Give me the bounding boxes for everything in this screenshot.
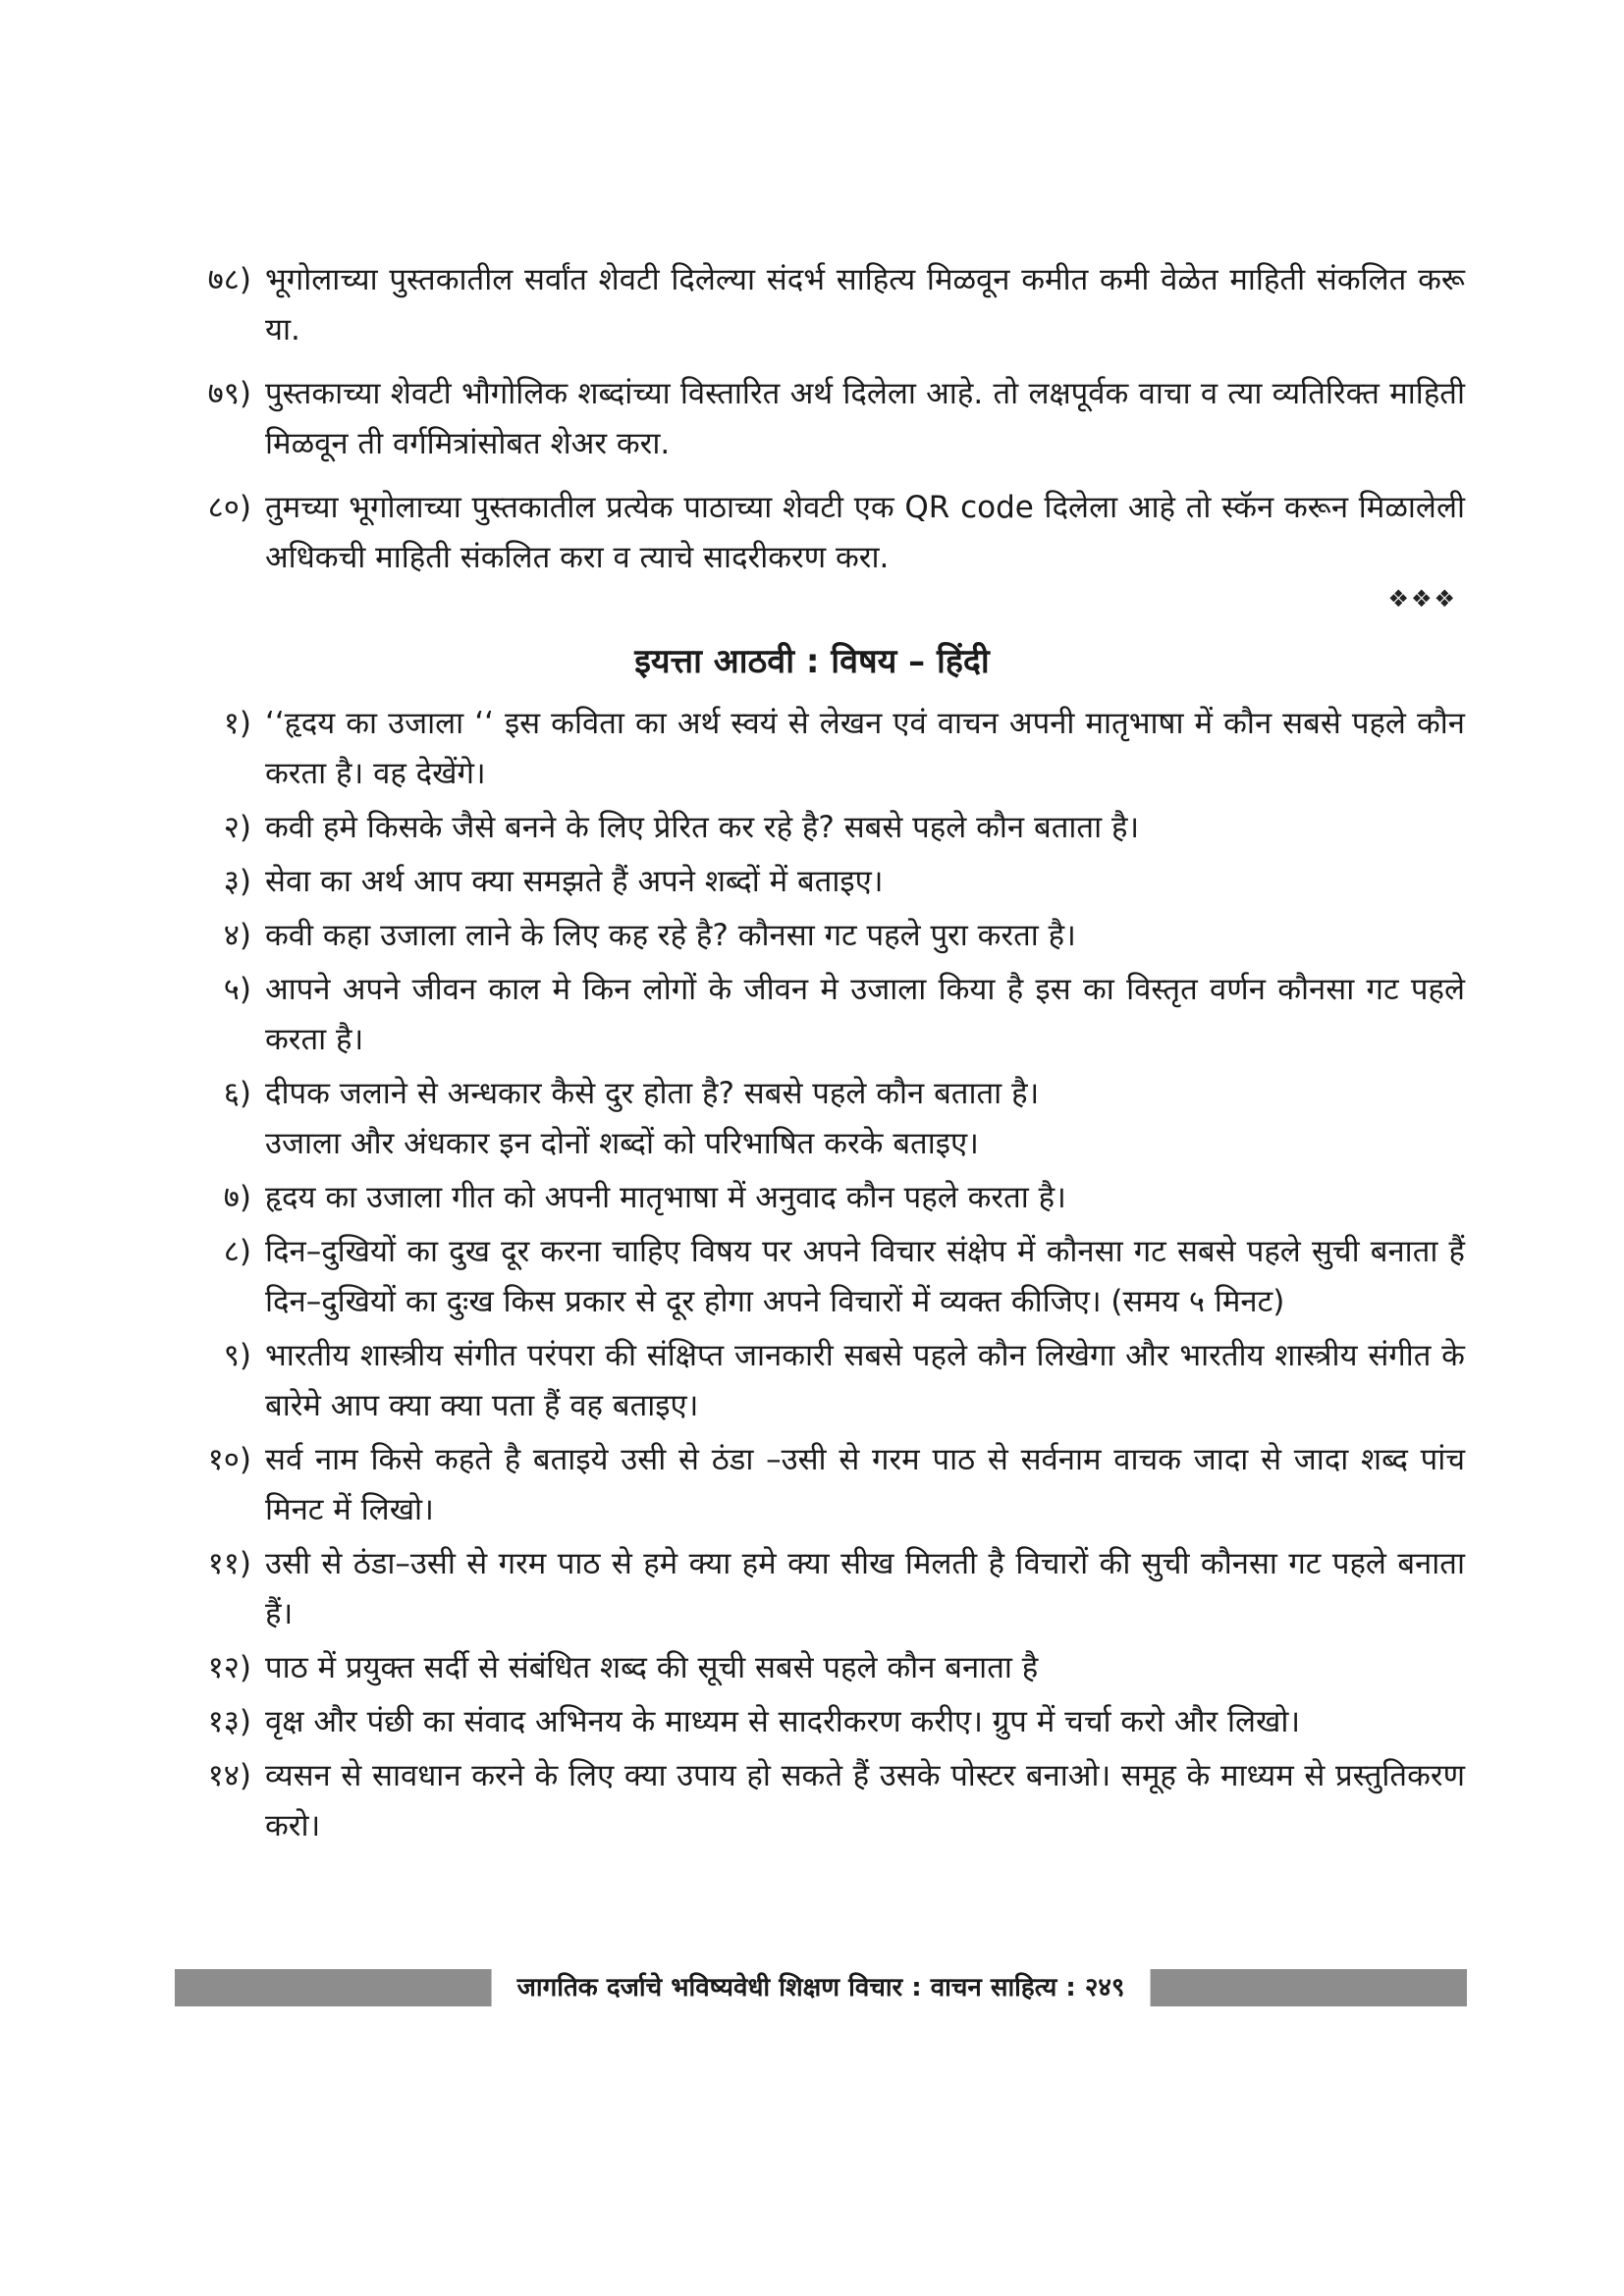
item-number: १४) <box>207 1758 251 1793</box>
hindi-question-list <box>159 699 1465 1855</box>
list-item <box>159 1227 1465 1327</box>
item-number: २) <box>223 810 251 845</box>
list-item <box>159 965 1465 1065</box>
item-text: सर्व नाम किसे कहते है बताइये उसी से ठंडा –उसी से गरम पाठ से सर्वनाम वाचक जादा से जादा शब्द पांच मिनट में लिखो। <box>265 1442 1465 1527</box>
item-text-main: दीपक जलाने से अन्धकार कैसे दुर होता है? सबसे पहले कौन बताता है। <box>265 1076 1040 1111</box>
list-item <box>159 483 1465 583</box>
item-number: ३) <box>223 864 251 899</box>
list-item <box>159 255 1465 355</box>
item-text: तुमच्या भूगोलाच्या पुस्तकातील प्रत्येक पाठाच्या शेवटी एक QR code दिलेला आहे तो स्कॅन करून मिळालेली अधिकची माहिती संकलित करा व त्याचे सादरीकरण करा. <box>265 490 1465 575</box>
item-number: ५) <box>223 972 251 1007</box>
list-item <box>159 803 1465 853</box>
item-number: ८०) <box>207 490 251 525</box>
list-item <box>159 699 1465 799</box>
item-text-extra: उजाला और अंधकार इन दोनों शब्दों को परिभाषित करके बताइए। <box>265 1126 979 1161</box>
section-title: इयत्ता आठवी : विषय – हिंदी <box>634 642 990 681</box>
item-number: ११) <box>207 1546 251 1581</box>
item-number: ७) <box>223 1180 251 1215</box>
item-text: भारतीय शास्त्रीय संगीत परंपरा की संक्षिप्त जानकारी सबसे पहले कौन लिखेगा और भारतीय शास्त्रीय संगीत के बारेमे आप क्या क्या पता हैं वह बताइए। <box>265 1338 1465 1423</box>
item-number: १०) <box>207 1442 251 1477</box>
item-text: हृदय का उजाला गीत को अपनी मातृभाषा में अनुवाद कौन पहले करता है। <box>265 1180 1066 1215</box>
list-item <box>159 1643 1465 1693</box>
item-text: सेवा का अर्थ आप क्या समझते हैं अपने शब्दों में बताइए। <box>265 864 884 899</box>
item-text <box>265 1069 1465 1169</box>
item-text: कवी हमे किसके जैसे बनने के लिए प्रेरित कर रहे है? सबसे पहले कौन बताता है। <box>265 810 1140 845</box>
item-text: ‘‘हृदय का उजाला ‘‘ इस कविता का अर्थ स्वयं से लेखन एवं वाचन अपनी मातृभाषा में कौन सबसे पहले कौन करता है। वह देखेंगे। <box>265 706 1465 791</box>
list-item <box>159 911 1465 961</box>
item-number: ९) <box>223 1338 251 1373</box>
item-number: १) <box>223 706 251 741</box>
item-text: दिन–दुखियों का दुख दूर करना चाहिए विषय पर अपने विचार संक्षेप में कौनसा गट सबसे पहले सुची बनाता हैं दिन–दुखियों का दुःख किस प्रकार से दूर होगा अपने विचारों में व्यक्त कीजिए। (समय ५ मिनट) <box>265 1234 1465 1319</box>
item-text: कवी कहा उजाला लाने के लिए कह रहे है? कौनसा गट पहले पुरा करता है। <box>265 918 1076 953</box>
item-number: १३) <box>207 1704 251 1739</box>
list-item <box>159 857 1465 907</box>
item-number: ७९) <box>207 376 251 411</box>
footer-bar <box>175 1969 1467 2006</box>
footer-text: जागतिक दर्जाचे भविष्यवेधी शिक्षण विचार : वाचन साहित्य : २४९ <box>492 1969 1151 2006</box>
marathi-question-list <box>159 255 1465 597</box>
list-item <box>159 1331 1465 1431</box>
item-text: व्यसन से सावधान करने के लिए क्या उपाय हो सकते हैं उसके पोस्टर बनाओ। समूह के माध्यम से प्रस्तुतिकरण करो। <box>265 1758 1465 1843</box>
item-number: १२) <box>207 1650 251 1685</box>
list-item <box>159 1751 1465 1851</box>
item-number: ८) <box>223 1234 251 1269</box>
list-item <box>159 1539 1465 1639</box>
item-text: उसी से ठंडा–उसी से गरम पाठ से हमे क्या हमे क्या सीख मिलती है विचारों की सुची कौनसा गट पहले बनाता हैं। <box>265 1546 1465 1631</box>
list-item <box>159 1173 1465 1223</box>
item-text: भूगोलाच्या पुस्तकातील सर्वांत शेवटी दिलेल्या संदर्भ साहित्य मिळवून कमीत कमी वेळेत माहिती संकलित करू या. <box>265 262 1465 347</box>
item-text: वृक्ष और पंछी का संवाद अभिनय के माध्यम से सादरीकरण करीए। ग्रुप में चर्चा करो और लिखो। <box>265 1704 1301 1739</box>
item-text: पाठ में प्रयुक्त सर्दी से संबंधित शब्द की सूची सबसे पहले कौन बनाता है <box>265 1650 1039 1685</box>
item-number: ६) <box>223 1076 251 1111</box>
item-number: ४) <box>223 918 251 953</box>
item-number: ७८) <box>207 262 251 297</box>
item-text: आपने अपने जीवन काल मे किन लोगों के जीवन मे उजाला किया है इस का विस्तृत वर्णन कौनसा गट पहले करता है। <box>265 972 1465 1057</box>
list-item <box>159 1697 1465 1747</box>
list-item <box>159 1435 1465 1535</box>
section-separator-ornament: ❖❖❖ <box>1387 585 1457 613</box>
list-item <box>159 369 1465 469</box>
list-item <box>159 1069 1465 1169</box>
item-text: पुस्तकाच्या शेवटी भौगोलिक शब्दांच्या विस्तारित अर्थ दिलेला आहे. तो लक्षपूर्वक वाचा व त्या व्यतिरिक्त माहिती मिळवून ती वर्गमित्रांसोबत शेअर करा. <box>265 376 1465 461</box>
